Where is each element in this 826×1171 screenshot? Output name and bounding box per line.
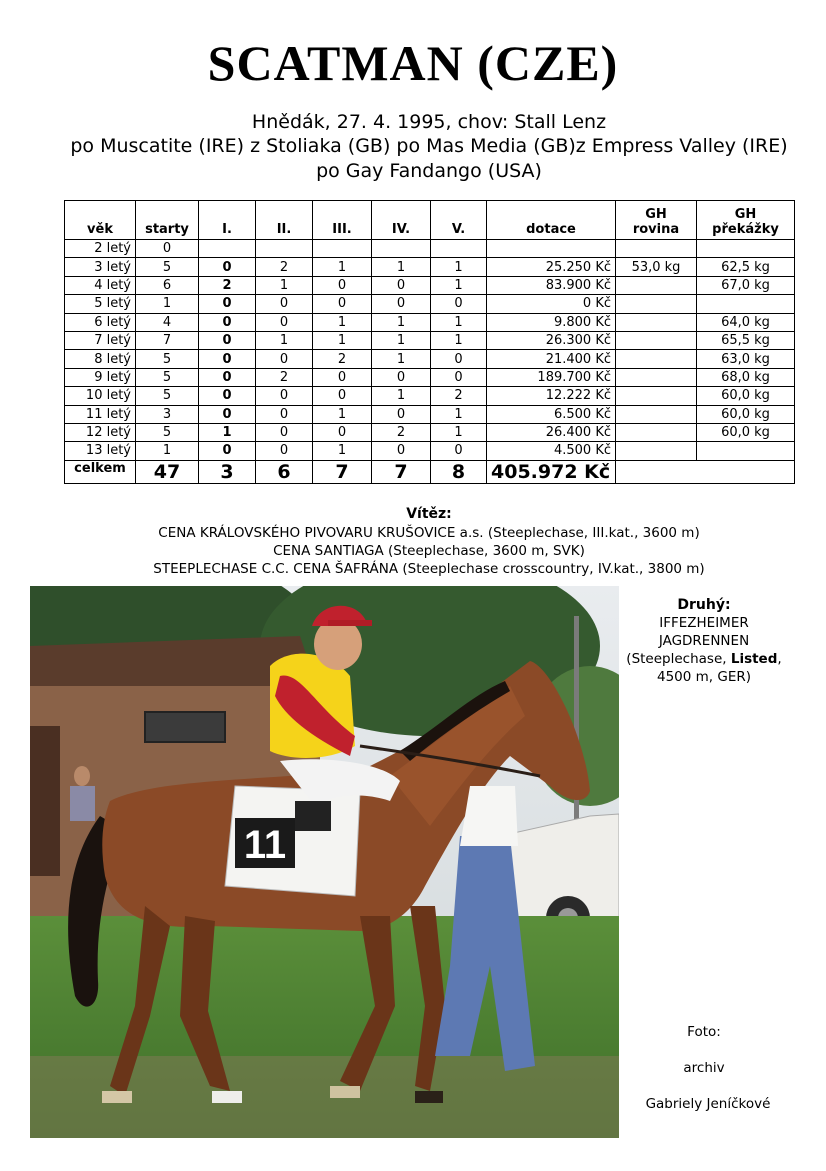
table-cell: 2 letý bbox=[65, 240, 136, 258]
table-cell: 83.900 Kč bbox=[487, 276, 616, 294]
header-gh-jump: GH překážky bbox=[697, 201, 795, 240]
table-cell: 2 bbox=[256, 258, 313, 276]
table-cell: 1 bbox=[431, 276, 487, 294]
second-place-line-2: JAGDRENNEN bbox=[658, 633, 750, 649]
total-label: celkem bbox=[65, 460, 136, 483]
header-third: III. bbox=[313, 201, 372, 240]
photo-credit-3: Gabriely Jeníčkové bbox=[645, 1096, 771, 1112]
table-cell bbox=[697, 295, 795, 313]
table-cell: 4.500 Kč bbox=[487, 442, 616, 460]
table-cell: 0 bbox=[431, 368, 487, 386]
table-cell: 0 bbox=[431, 350, 487, 368]
table-row bbox=[65, 313, 795, 331]
table-cell: 6 bbox=[136, 276, 199, 294]
total-empty bbox=[616, 460, 795, 483]
table-cell: 1 bbox=[313, 331, 372, 349]
table-cell: 13 letý bbox=[65, 442, 136, 460]
table-cell: 0 bbox=[256, 313, 313, 331]
second-place-line-3-post: , bbox=[777, 651, 782, 667]
table-cell: 2 bbox=[372, 423, 431, 441]
table-cell: 0 bbox=[372, 442, 431, 460]
table-cell: 10 letý bbox=[65, 387, 136, 405]
table-cell: 8 letý bbox=[65, 350, 136, 368]
table-cell: 0 bbox=[313, 276, 372, 294]
header-first: I. bbox=[199, 201, 256, 240]
table-cell: 2 bbox=[256, 368, 313, 386]
table-cell bbox=[487, 240, 616, 258]
table-cell bbox=[313, 240, 372, 258]
table-cell: 53,0 kg bbox=[616, 258, 697, 276]
table-cell: 0 bbox=[372, 276, 431, 294]
info-line-2: po Muscatite (IRE) z Stoliaka (GB) po Mas Media (GB)z Empress Valley (IRE) bbox=[70, 135, 788, 157]
winner-3: STEEPLECHASE C.C. CENA ŠAFRÁNA (Steeplechase crosscountry, IV.kat., 3800 m) bbox=[153, 561, 705, 577]
table-header-row bbox=[65, 201, 795, 240]
photo-credit-2: archiv bbox=[683, 1060, 725, 1076]
table-cell: 1 bbox=[256, 331, 313, 349]
total-prize: 405.972 Kč bbox=[487, 460, 616, 483]
table-cell bbox=[616, 350, 697, 368]
table-cell bbox=[616, 405, 697, 423]
table-cell bbox=[616, 423, 697, 441]
table-cell bbox=[256, 240, 313, 258]
table-cell: 0 bbox=[372, 405, 431, 423]
total-first: 3 bbox=[199, 460, 256, 483]
table-cell: 60,0 kg bbox=[697, 387, 795, 405]
table-row bbox=[65, 442, 795, 460]
table-cell: 5 bbox=[136, 258, 199, 276]
table-cell: 1 bbox=[372, 313, 431, 331]
header-fifth: V. bbox=[431, 201, 487, 240]
second-place-block bbox=[626, 596, 782, 686]
table-cell: 1 bbox=[136, 295, 199, 313]
table-row bbox=[65, 276, 795, 294]
table-cell: 4 letý bbox=[65, 276, 136, 294]
table-cell bbox=[616, 331, 697, 349]
table-cell: 0 bbox=[199, 295, 256, 313]
table-cell: 0 bbox=[256, 442, 313, 460]
table-cell: 5 bbox=[136, 368, 199, 386]
table-cell: 1 bbox=[372, 258, 431, 276]
table-cell: 12 letý bbox=[65, 423, 136, 441]
table-cell: 63,0 kg bbox=[697, 350, 795, 368]
table-cell: 0 bbox=[431, 295, 487, 313]
table-cell: 7 letý bbox=[65, 331, 136, 349]
table-cell: 1 bbox=[136, 442, 199, 460]
table-cell: 68,0 kg bbox=[697, 368, 795, 386]
table-cell: 2 bbox=[199, 276, 256, 294]
info-line-1: Hnědák, 27. 4. 1995, chov: Stall Lenz bbox=[251, 111, 607, 133]
second-place-line-4: 4500 m, GER) bbox=[656, 669, 752, 685]
table-cell: 0 bbox=[256, 295, 313, 313]
table-row bbox=[65, 387, 795, 405]
table-row bbox=[65, 405, 795, 423]
table-cell: 2 bbox=[431, 387, 487, 405]
table-row bbox=[65, 258, 795, 276]
header-second: II. bbox=[256, 201, 313, 240]
table-cell: 0 bbox=[136, 240, 199, 258]
table-cell: 9.800 Kč bbox=[487, 313, 616, 331]
header-starts: starty bbox=[136, 201, 199, 240]
table-cell bbox=[616, 240, 697, 258]
winner-1: CENA KRÁLOVSKÉHO PIVOVARU KRUŠOVICE a.s. (Steeplechase, III.kat., 3600 m) bbox=[158, 525, 700, 541]
table-cell bbox=[616, 276, 697, 294]
header-fourth: IV. bbox=[372, 201, 431, 240]
table-cell: 1 bbox=[431, 423, 487, 441]
total-second: 6 bbox=[256, 460, 313, 483]
table-cell: 5 bbox=[136, 350, 199, 368]
table-cell: 0 bbox=[372, 295, 431, 313]
table-cell: 0 bbox=[256, 387, 313, 405]
table-cell: 67,0 kg bbox=[697, 276, 795, 294]
page-title: SCATMAN (CZE) bbox=[207, 35, 619, 91]
table-cell: 1 bbox=[372, 387, 431, 405]
table-cell: 0 bbox=[313, 423, 372, 441]
table-cell: 1 bbox=[431, 331, 487, 349]
winner-2: CENA SANTIAGA (Steeplechase, 3600 m, SVK) bbox=[273, 543, 585, 559]
table-cell: 0 bbox=[256, 350, 313, 368]
table-row bbox=[65, 240, 795, 258]
table-cell: 1 bbox=[313, 405, 372, 423]
table-cell: 11 letý bbox=[65, 405, 136, 423]
table-cell: 1 bbox=[199, 423, 256, 441]
table-cell: 6.500 Kč bbox=[487, 405, 616, 423]
table-row bbox=[65, 331, 795, 349]
table-cell: 3 bbox=[136, 405, 199, 423]
table-cell: 1 bbox=[431, 258, 487, 276]
table-cell: 0 bbox=[256, 405, 313, 423]
second-place-line-1: IFFEZHEIMER bbox=[659, 615, 749, 631]
table-cell bbox=[616, 368, 697, 386]
table-cell: 65,5 kg bbox=[697, 331, 795, 349]
table-row bbox=[65, 350, 795, 368]
table-cell bbox=[431, 240, 487, 258]
table-cell: 0 Kč bbox=[487, 295, 616, 313]
table-cell: 1 bbox=[313, 442, 372, 460]
table-cell: 64,0 kg bbox=[697, 313, 795, 331]
total-third: 7 bbox=[313, 460, 372, 483]
table-cell: 0 bbox=[199, 442, 256, 460]
table-row bbox=[65, 368, 795, 386]
table-cell: 26.400 Kč bbox=[487, 423, 616, 441]
table-cell bbox=[372, 240, 431, 258]
table-cell: 25.250 Kč bbox=[487, 258, 616, 276]
table-cell bbox=[616, 295, 697, 313]
table-cell bbox=[697, 442, 795, 460]
table-cell: 3 letý bbox=[65, 258, 136, 276]
table-cell: 1 bbox=[372, 350, 431, 368]
table-cell: 0 bbox=[199, 387, 256, 405]
table-cell: 0 bbox=[313, 368, 372, 386]
table-cell: 7 bbox=[136, 331, 199, 349]
photo-credit-1: Foto: bbox=[687, 1024, 721, 1040]
table-cell: 0 bbox=[199, 368, 256, 386]
table-cell: 0 bbox=[199, 258, 256, 276]
table-cell: 62,5 kg bbox=[697, 258, 795, 276]
table-cell: 0 bbox=[199, 350, 256, 368]
table-cell: 4 bbox=[136, 313, 199, 331]
table-cell: 60,0 kg bbox=[697, 423, 795, 441]
second-place-line-3 bbox=[626, 650, 782, 668]
total-row bbox=[65, 460, 795, 483]
horse-photo bbox=[30, 586, 619, 1138]
table-cell: 21.400 Kč bbox=[487, 350, 616, 368]
table-cell: 5 letý bbox=[65, 295, 136, 313]
info-line-3: po Gay Fandango (USA) bbox=[316, 160, 542, 182]
table-cell: 2 bbox=[313, 350, 372, 368]
table-cell: 0 bbox=[256, 423, 313, 441]
table-cell bbox=[616, 313, 697, 331]
table-row bbox=[65, 423, 795, 441]
header-age: věk bbox=[65, 201, 136, 240]
table-cell: 0 bbox=[372, 368, 431, 386]
table-cell: 0 bbox=[199, 313, 256, 331]
table-cell: 9 letý bbox=[65, 368, 136, 386]
table-row bbox=[65, 295, 795, 313]
total-starts: 47 bbox=[136, 460, 199, 483]
header-gh-flat: GH rovina bbox=[616, 201, 697, 240]
table-cell: 0 bbox=[313, 387, 372, 405]
second-place-listed: Listed bbox=[730, 651, 778, 667]
total-fourth: 7 bbox=[372, 460, 431, 483]
table-cell bbox=[616, 442, 697, 460]
table-cell: 1 bbox=[313, 313, 372, 331]
table-cell: 1 bbox=[256, 276, 313, 294]
winners-heading: Vítěz: bbox=[406, 506, 452, 522]
table-cell: 6 letý bbox=[65, 313, 136, 331]
table-cell: 0 bbox=[431, 442, 487, 460]
saddle-number: 11 bbox=[243, 823, 287, 867]
table-cell: 1 bbox=[431, 313, 487, 331]
table-cell: 1 bbox=[313, 258, 372, 276]
total-fifth: 8 bbox=[431, 460, 487, 483]
table-cell: 5 bbox=[136, 387, 199, 405]
results-table bbox=[64, 200, 795, 484]
table-cell: 189.700 Kč bbox=[487, 368, 616, 386]
table-cell bbox=[199, 240, 256, 258]
table-cell bbox=[616, 387, 697, 405]
table-cell: 12.222 Kč bbox=[487, 387, 616, 405]
second-place-line-3-pre: (Steeplechase, bbox=[626, 651, 731, 667]
table-cell: 1 bbox=[431, 405, 487, 423]
table-cell: 0 bbox=[199, 405, 256, 423]
table-cell: 60,0 kg bbox=[697, 405, 795, 423]
table-cell: 1 bbox=[372, 331, 431, 349]
second-place-heading: Druhý: bbox=[677, 597, 731, 613]
table-cell: 0 bbox=[199, 331, 256, 349]
table-cell: 5 bbox=[136, 423, 199, 441]
table-cell bbox=[697, 240, 795, 258]
table-cell: 26.300 Kč bbox=[487, 331, 616, 349]
header-prize: dotace bbox=[487, 201, 616, 240]
table-cell: 0 bbox=[313, 295, 372, 313]
